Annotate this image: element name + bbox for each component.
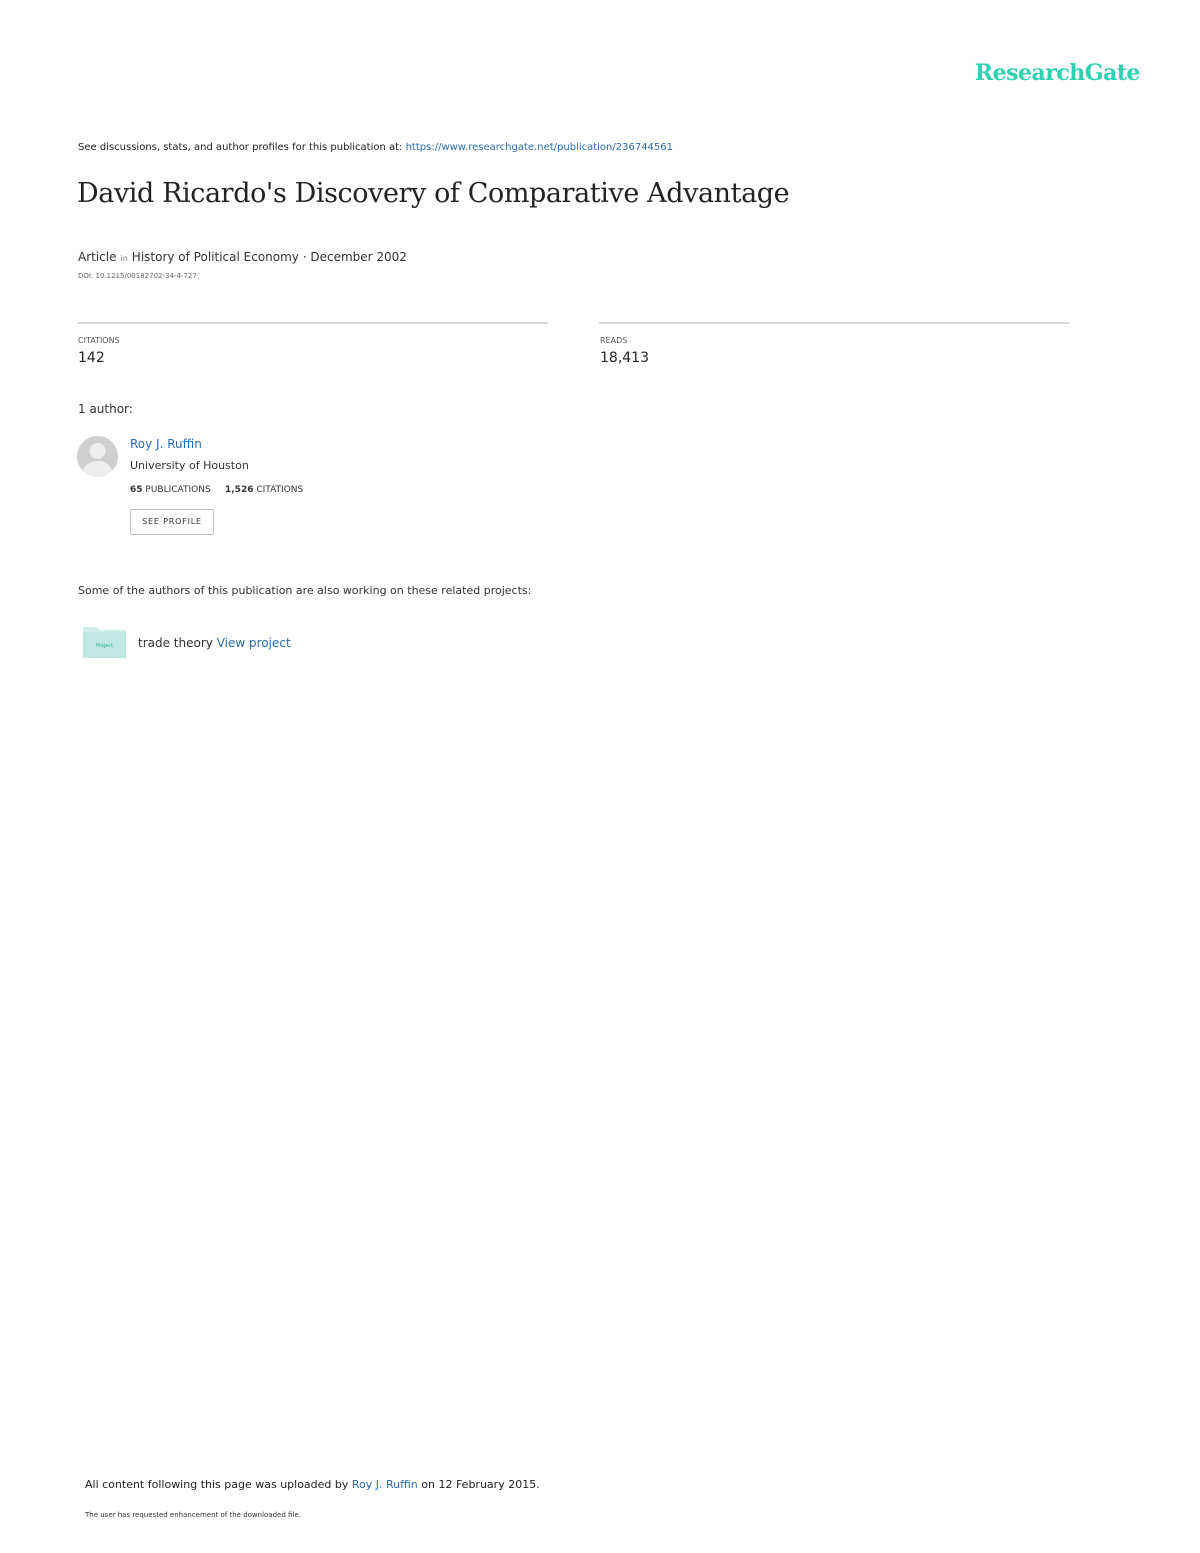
upload-suffix: on 12 February 2015. [421,1478,540,1491]
related-projects-intro: Some of the authors of this publication are also working on these related projects: [78,584,532,597]
publication-meta [78,250,407,264]
reads-divider [599,322,1069,324]
project-line [138,636,291,650]
avatar[interactable] [77,436,118,477]
project-name: trade theory [138,636,213,650]
author-citations-label: CITATIONS [256,485,304,495]
view-project-link[interactable]: View project [216,636,291,650]
upload-prefix: All content following this page was uploaded by [85,1478,349,1491]
project-icon-label: Project [95,643,114,649]
author-institution: University of Houston [130,459,249,472]
person-icon [77,436,118,477]
reads-label: READS [600,336,628,345]
folder-icon [83,624,126,658]
author-name-link[interactable]: Roy J. Ruffin [130,437,202,451]
citations-divider [78,322,548,324]
uploader-link[interactable]: Roy J. Ruffin [351,1478,418,1491]
publications-count: 65 [130,485,143,495]
author-stats [130,485,303,495]
page-title: David Ricardo's Discovery of Comparative Advantage [77,178,790,209]
citations-value: 142 [78,350,105,366]
see-profile-button[interactable]: SEE PROFILE [130,509,214,535]
researchgate-logo[interactable]: ResearchGate [974,60,1140,86]
publication-url-link[interactable]: https://www.researchgate.net/publication/236744561 [405,142,674,153]
reads-value: 18,413 [600,350,649,366]
publications-label: PUBLICATIONS [145,485,211,495]
publication-link-line [78,142,673,153]
upload-line [85,1478,540,1491]
doi-text: DOI: 10.1215/00182702-34-4-727 [78,272,197,280]
authors-count: 1 author: [78,402,133,416]
article-type: Article [78,250,117,264]
citations-label: CITATIONS [78,336,120,345]
journal-date: History of Political Economy · December 2002 [131,250,407,264]
author-citations-count: 1,526 [225,485,254,495]
enhancement-disclaimer: The user has requested enhancement of the downloaded file. [85,1511,301,1519]
see-discussions-text: See discussions, stats, and author profiles for this publication at: [78,142,403,153]
in-label: in [120,254,128,263]
